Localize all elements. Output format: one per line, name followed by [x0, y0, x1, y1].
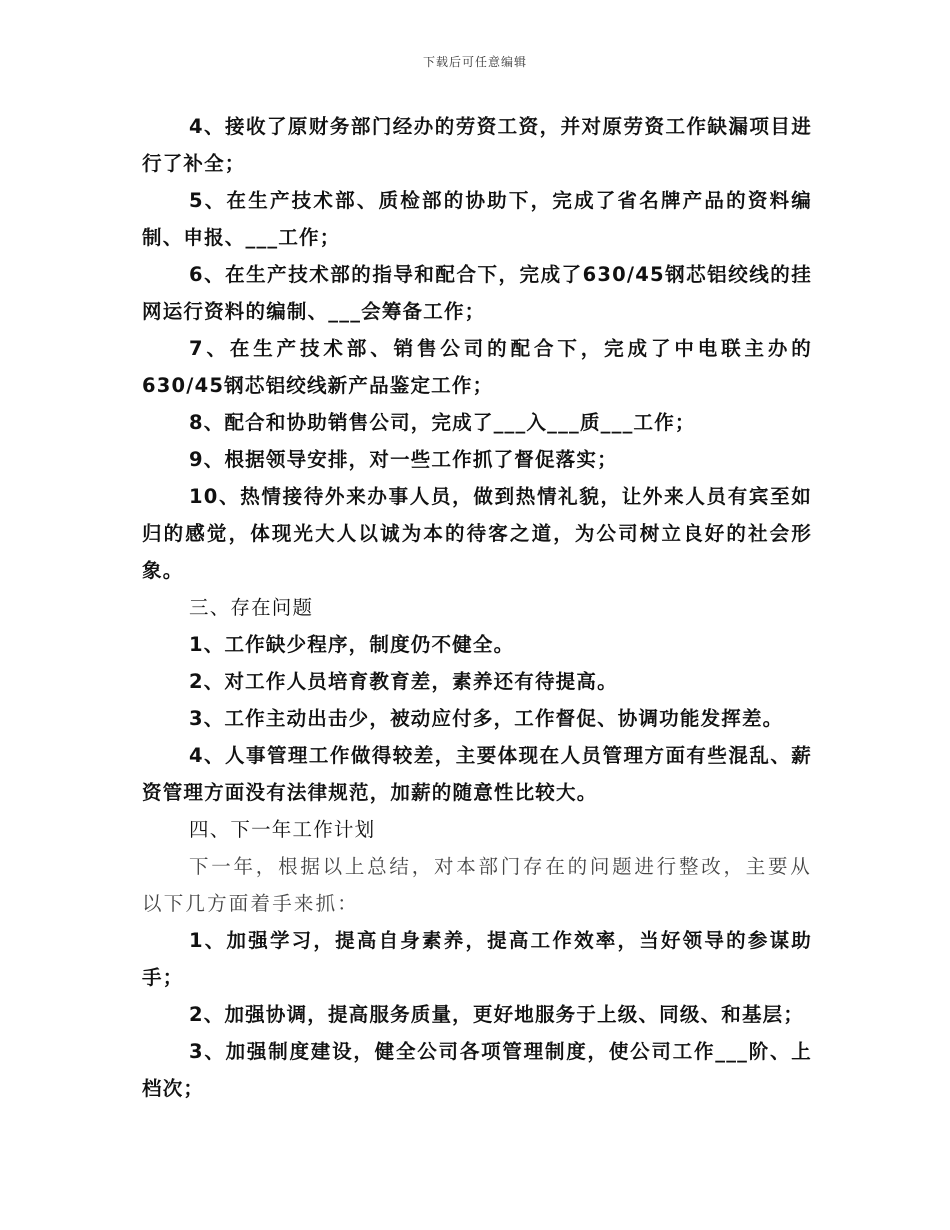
- page-header: 下载后可任意编辑: [422, 55, 527, 69]
- paragraph-item-5: 5、在生产技术部、质检部的协助下，完成了省名牌产品的资料编制、申报、___工作；: [142, 189, 812, 249]
- paragraph-item-8: 8、配合和协助销售公司，完成了___入___质___工作；: [189, 411, 696, 434]
- plan-item-3: 3、加强制度建设，健全公司各项管理制度，使公司工作___阶、上档次；: [142, 1040, 812, 1100]
- plan-item-2: 2、加强协调，提高服务质量，更好地服务于上级、同级、和基层；: [189, 1003, 805, 1026]
- paragraph-item-7: 7、在生产技术部、销售公司的配合下，完成了中电联主办的630/45钢芯铝绞线新产品鉴定工作；: [142, 337, 812, 397]
- paragraph-item-4: 4、接收了原财务部门经办的劳资工资，并对原劳资工作缺漏项目进行了补全；: [142, 115, 812, 175]
- problem-item-2: 2、对工作人员培育教育差，素养还有待提高。: [189, 670, 618, 693]
- paragraph-item-9: 9、根据领导安排，对一些工作抓了督促落实；: [189, 448, 618, 471]
- plan-intro: 下一年，根据以上总结，对本部门存在的问题进行整改，主要从以下几方面着手来抓：: [142, 855, 812, 915]
- section-heading-plan: 四、下一年工作计划: [189, 818, 376, 841]
- plan-item-1: 1、加强学习，提高自身素养，提高工作效率，当好领导的参谋助手；: [142, 929, 812, 989]
- paragraph-item-10: 10、热情接待外来办事人员，做到热情礼貌，让外来人员有宾至如归的感觉，体现光大人以诚为本的待客之道，为公司树立良好的社会形象。: [142, 485, 812, 582]
- document-body: [142, 108, 812, 1107]
- paragraph-item-6: 6、在生产技术部的指导和配合下，完成了630/45钢芯铝绞线的挂网运行资料的编制、___会筹备工作；: [142, 263, 812, 323]
- problem-item-1: 1、工作缺少程序，制度仍不健全。: [189, 633, 515, 656]
- problem-item-4: 4、人事管理工作做得较差，主要体现在人员管理方面有些混乱、薪资管理方面没有法律规范，加薪的随意性比较大。: [142, 744, 812, 804]
- section-heading-problems: 三、存在问题: [189, 596, 314, 619]
- problem-item-3: 3、工作主动出击少，被动应付多，工作督促、协调功能发挥差。: [189, 707, 784, 730]
